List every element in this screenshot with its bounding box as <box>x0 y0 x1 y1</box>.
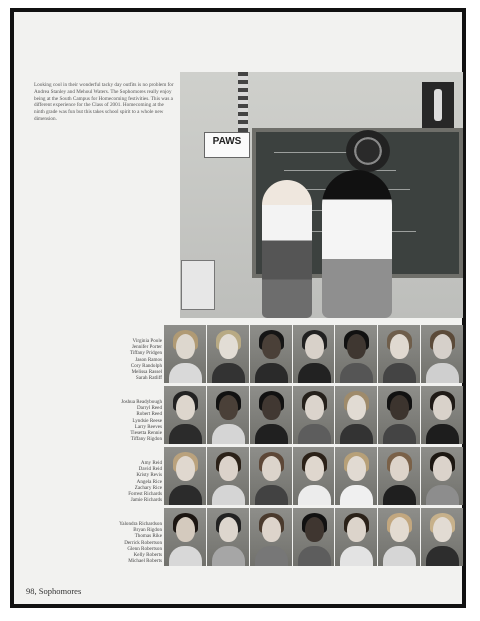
portrait-4-6 <box>378 508 420 566</box>
portrait-3-7 <box>421 447 463 505</box>
portrait-1-5 <box>335 325 377 383</box>
name-list-row-1: Virginia Poole Jennifer Porter Tiffany Pridgen Jason Ramos Cory Randolph Melissa Rassel Sarah Ratliff <box>129 338 162 382</box>
portrait-1-6 <box>378 325 420 383</box>
portrait-2-3 <box>250 386 292 444</box>
portrait-2-4 <box>293 386 335 444</box>
portrait-row-4 <box>164 508 463 566</box>
portrait-4-1 <box>164 508 206 566</box>
portrait-3-1 <box>164 447 206 505</box>
portrait-row-3 <box>164 447 463 505</box>
guitar-poster <box>422 82 454 128</box>
portrait-3-3 <box>250 447 292 505</box>
portrait-4-4 <box>293 508 335 566</box>
portrait-1-4 <box>293 325 335 383</box>
portrait-2-6 <box>378 386 420 444</box>
portrait-1-2 <box>207 325 249 383</box>
portrait-1-7 <box>421 325 463 383</box>
portrait-1-3 <box>250 325 292 383</box>
decorated-hat <box>346 130 390 172</box>
portrait-4-5 <box>335 508 377 566</box>
portrait-4-7 <box>421 508 463 566</box>
portrait-3-4 <box>293 447 335 505</box>
portrait-3-2 <box>207 447 249 505</box>
portrait-1-1 <box>164 325 206 383</box>
portrait-2-5 <box>335 386 377 444</box>
photo-caption: Looking cool in their wonderful tacky day outfits is no problem for Andrea Stanley and Mehoul Waters. The Sophomores really enjoy being at the South Campus for Homecoming festivities. This was a different experience for the Class of 2001. Homecoming at the ninth grade was fun but this takes school spirit to a whole new dimension. <box>34 82 174 122</box>
portrait-4-2 <box>207 508 249 566</box>
student-right <box>322 170 392 318</box>
portrait-row-1 <box>164 325 463 383</box>
portrait-2-2 <box>207 386 249 444</box>
poster-graphic <box>181 260 215 310</box>
portrait-4-3 <box>250 508 292 566</box>
student-left <box>262 180 312 318</box>
name-list-row-2: Joshua Readybough Darryl Reed Robert Reed Lyndsie Reese Larry Reeves Tiesetta Rennie Tiffany Rigdon <box>121 399 162 443</box>
classroom-photo <box>180 72 463 318</box>
portrait-3-5 <box>335 447 377 505</box>
portrait-2-1 <box>164 386 206 444</box>
portrait-2-7 <box>421 386 463 444</box>
portrait-3-6 <box>378 447 420 505</box>
portrait-row-2 <box>164 386 463 444</box>
name-list-row-4: Yalondra Richardson Bryan Rigdon Thomas Rike Derrick Robertson Glenn Robertson Kelly Roberts Michael Roberts <box>119 521 162 565</box>
name-list-row-3: Amy Reid David Reid Kristy Revis Angela Rice Zachary Rice Forrest Richards Jamie Richards <box>128 460 162 504</box>
page-footer: 98, Sophomores <box>26 586 82 596</box>
paws-sign: PAWS <box>204 132 250 158</box>
